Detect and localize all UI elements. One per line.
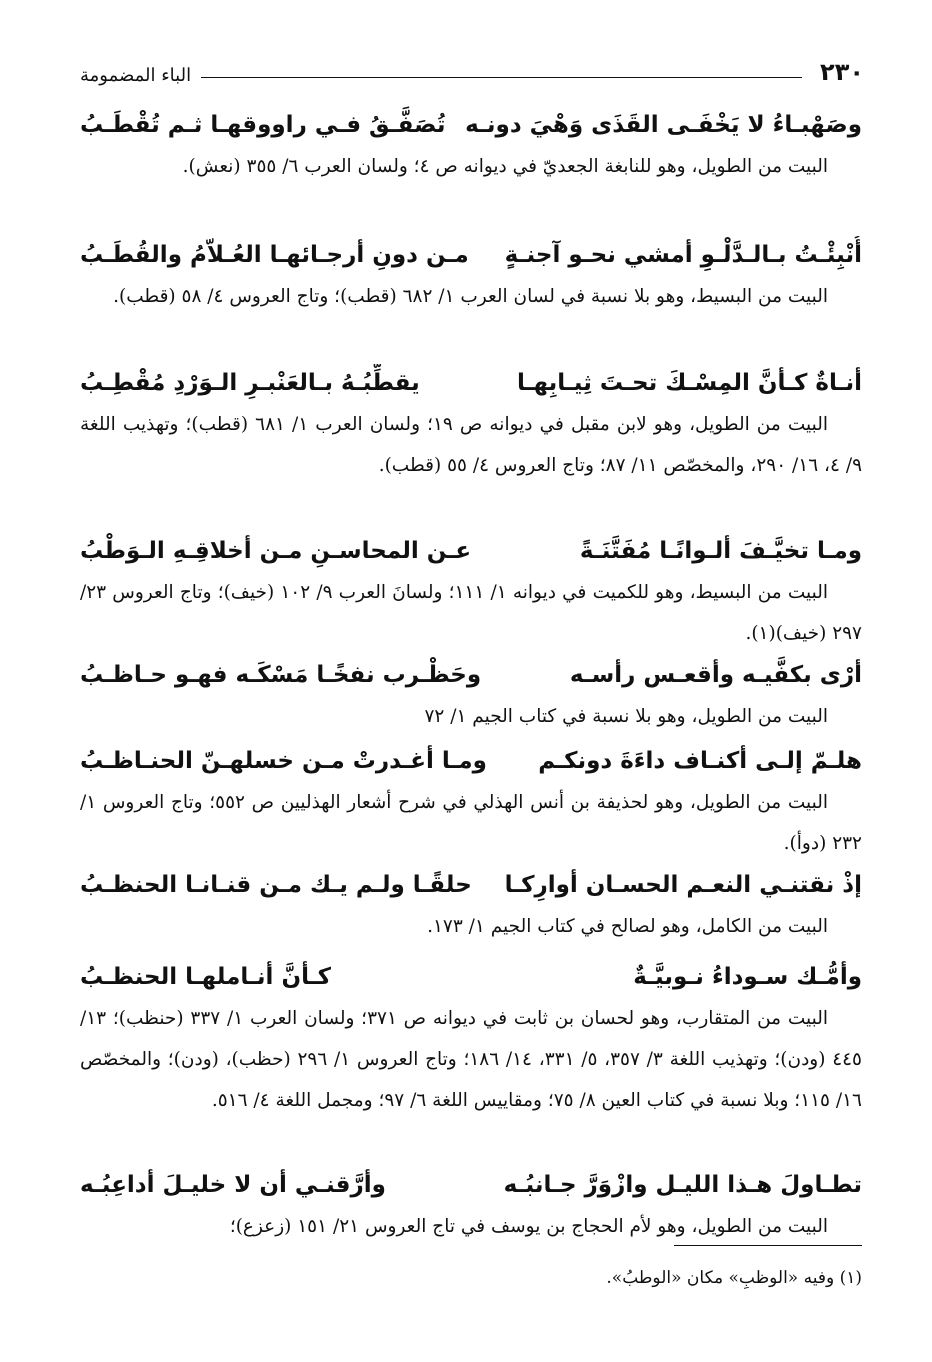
verse-note: البيت من الكامل، وهو لصالح في كتاب الجيم ١/ ١٧٣. [427, 916, 828, 937]
verse-entry-9 [80, 1166, 862, 1247]
footnote-rule [674, 1245, 862, 1246]
verse-line [80, 1166, 862, 1204]
page-header [80, 56, 864, 86]
page-number: ٢٣٠ [820, 58, 864, 86]
hemistich-second: يقطِّبُـهُ بـالعَنْبـرِ الـوَرْدِ مُقْطِـبُ [80, 370, 420, 396]
verse-entry-1 [80, 106, 862, 187]
hemistich-second: مـن دونِ أرجـائهـا العُـلاّمُ والقُطَـبُ [80, 242, 469, 268]
verse-line [80, 532, 862, 570]
verse-line [80, 364, 862, 402]
verse-entry-3 [80, 364, 862, 486]
header-rule [201, 77, 802, 78]
verse-entry-2 [80, 236, 862, 317]
hemistich-first: وصَهْبـاءُ لا يَخْفَـى القَذَى وَهْيَ دونـه [465, 112, 862, 138]
hemistich-first: وأمُّـك سـوداءُ نـوبيَّـةٌ [633, 964, 862, 990]
verse-note: البيت من البسيط، وهو بلا نسبة في لسان العرب ١/ ٦٨٢ (قطب)؛ وتاج العروس ٤/ ٥٨ (قطب). [113, 286, 828, 307]
verse-entry-7 [80, 866, 862, 947]
hemistich-first: هلـمّ إلـى أكنـاف داءَةَ دونكـم [538, 748, 862, 774]
running-title: الباء المضمومة [80, 65, 192, 86]
hemistich-second: وحَظْـرب نفخًـا مَسْكَـه فهـو حـاظـبُ [80, 662, 482, 688]
hemistich-first: أنـاةٌ كـأنَّ المِسْـكَ تحـتَ ثِيـابِهـا [516, 370, 862, 396]
verse-line [80, 656, 862, 694]
verse-note: البيت من الطويل، وهو بلا نسبة في كتاب الجيم ١/ ٧٢ [424, 706, 828, 727]
hemistich-second: وأرَّقنـي أن لا خليـلَ أداعِبُـه [80, 1172, 386, 1198]
hemistich-second: تُصَفَّـقُ فـي راووقهـا ثـم تُقْطَـبُ [80, 112, 446, 138]
hemistich-first: أرْى بكفَّيـه وأقعـس رأسـه [569, 662, 862, 688]
hemistich-second: حلقًـا ولـم يـك مـن قنـانـا الحنظـبُ [80, 872, 472, 898]
verse-line [80, 236, 862, 274]
hemistich-first: ومـا تخيَّـفَ ألـوانًـا مُفَتَّنَـةً [579, 538, 862, 564]
verse-note: البيت من الطويل، وهو لابن مقبل في ديوانه ص ١٩؛ ولسان العرب ١/ ٦٨١ (قطب)؛ وتهذيب اللغة ٩/ ٤، ١٦/ ٢٩٠، والمخصّص ١١/ ٨٧؛ وتاج العروس ٤/ ٥٥ (قطب). [80, 414, 862, 476]
hemistich-first: تطـاولَ هـذا الليـل وازْوَرَّ جـانبُـه [503, 1172, 862, 1198]
hemistich-second: ومـا أغـدرتْ مـن خسلهـنّ الحنـاظـبُ [80, 748, 487, 774]
verse-note: البيت من البسيط، وهو للكميت في ديوانه ١/ ١١١؛ ولسانَ العرب ٩/ ١٠٢ (خيف)؛ وتاج العروس ٢٣/ ٢٩٧ (خيف)(١). [80, 582, 862, 644]
verse-note: البيت من الطويل، وهو لأم الحجاج بن يوسف في تاج العروس ٢١/ ١٥١ (زعزع)؛ [229, 1216, 828, 1237]
verse-entry-6 [80, 742, 862, 864]
verse-line [80, 866, 862, 904]
verse-entry-4 [80, 532, 862, 654]
verse-line [80, 742, 862, 780]
footnote: (١) وفيه «الوظبِ» مكان «الوطبُ». [606, 1268, 862, 1288]
verse-note: البيت من المتقارب، وهو لحسان بن ثابت في ديوانه ص ٣٧١؛ ولسان العرب ١/ ٣٣٧ (حنظب)؛ ١٣/ ٤٤٥ (ودن)؛ وتهذيب اللغة ٣/ ٣٥٧، ٥/ ٣٣١، ١٤/ ١٨٦؛ وتاج العروس ١/ ٢٩٦ (حظب)، (ودن)؛ والمخصّص ١٦/ ١١٥؛ وبلا نسبة في كتاب العين ٨/ ٧٥؛ ومقاييس اللغة ٦/ ٩٧؛ ومجمل اللغة ٤/ ٥١٦. [80, 1008, 862, 1111]
hemistich-second: كـأنَّ أنـاملهـا الحنظـبُ [80, 964, 331, 990]
verse-line [80, 958, 862, 996]
hemistich-first: إذْ نقتنـي النعـم الحسـان أوارِكـا [504, 872, 862, 898]
verse-entry-5 [80, 656, 862, 737]
verse-line [80, 106, 862, 144]
hemistich-first: أُنْبِئْـتُ بـالـدَّلْـوِ أمشي نحـو آجنـةٍ [504, 242, 862, 268]
hemistich-second: عـن المحاسـنِ مـن أخلاقِـهِ الـوَطْبُ [80, 538, 472, 564]
verse-entry-8 [80, 958, 862, 1121]
verse-note: البيت من الطويل، وهو للنابغة الجعديّ في ديوانه ص ٤؛ ولسان العرب ٦/ ٣٥٥ (نعش). [182, 156, 828, 177]
verse-note: البيت من الطويل، وهو لحذيفة بن أنس الهذلي في شرح أشعار الهذليين ص ٥٥٢؛ وتاج العروس ١/ ٢٣٢ (دوأ). [80, 792, 862, 854]
